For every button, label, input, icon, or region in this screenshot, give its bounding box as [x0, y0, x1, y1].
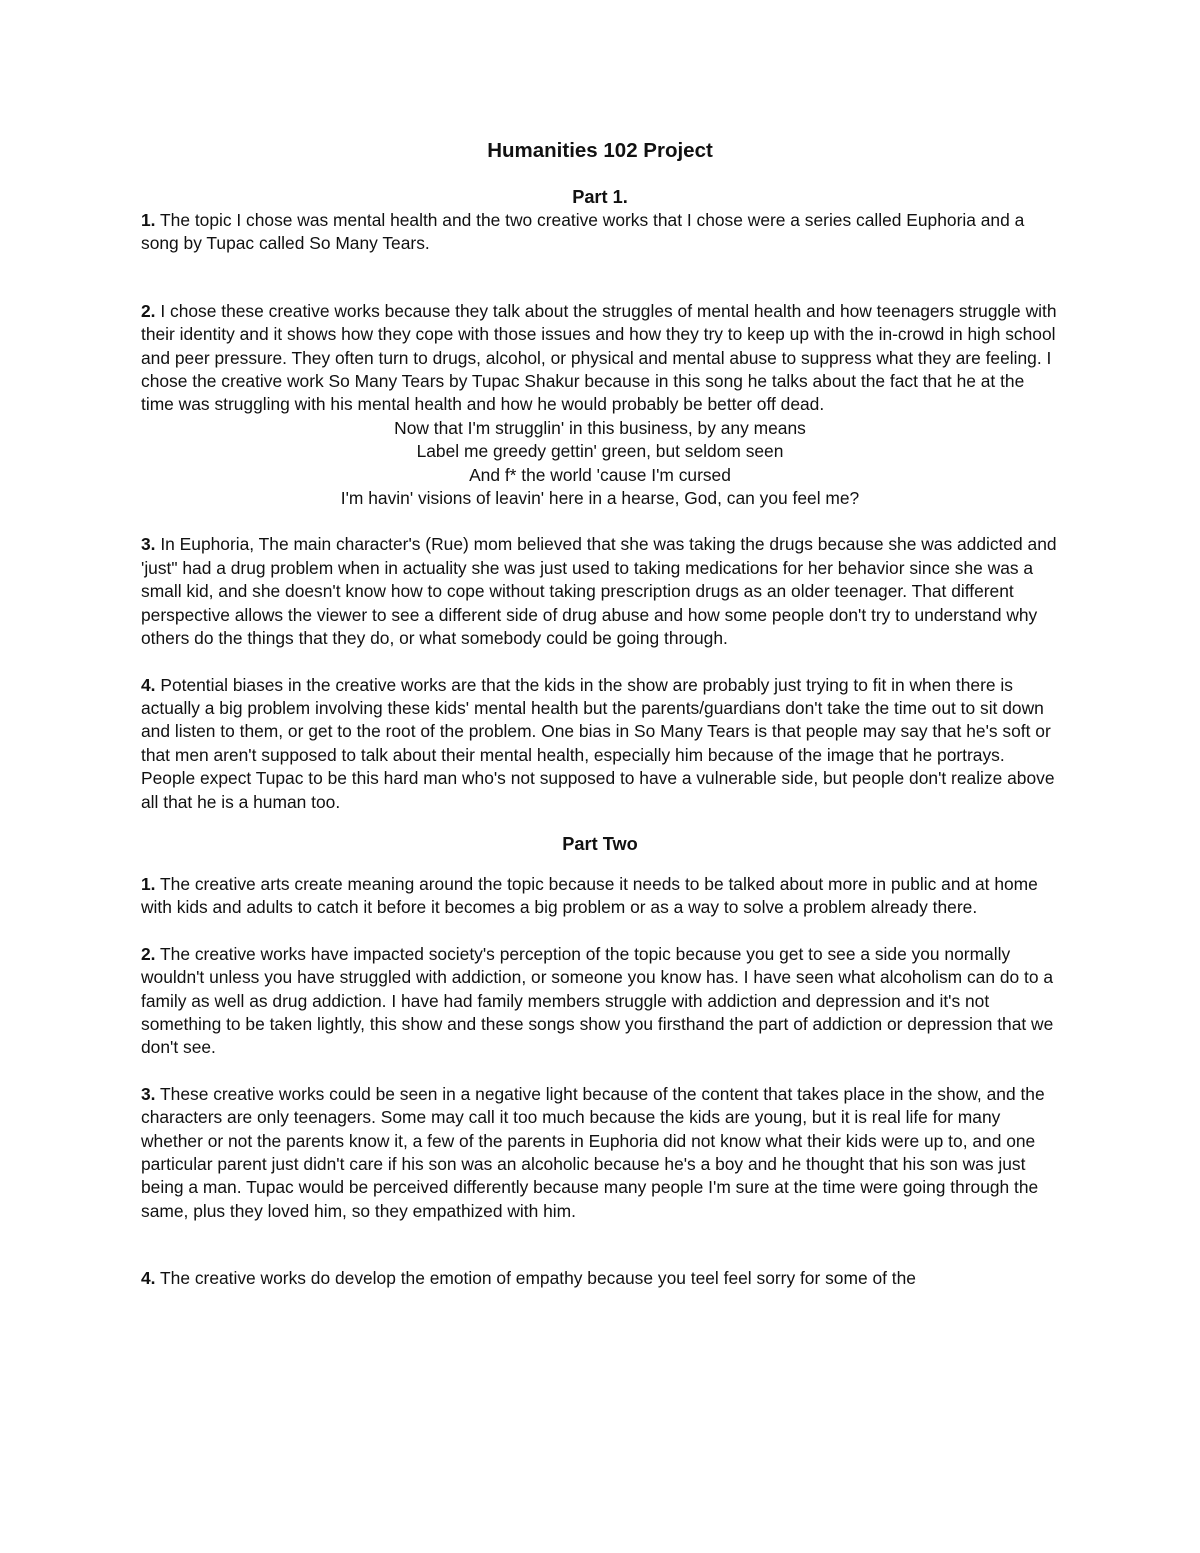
answer-text: Potential biases in the creative works are that the kids in the show are probably just trying to fit in when there is actually a big problem involving these kids' mental health but the parents/guardians don't take the time out to sit down and listen to them, or get to the root of the problem. One bias in So Many Tears is that people may say that he's soft or that men aren't supposed to talk about their mental health, especially him because of the image that he portrays. People expect Tupac to be this hard man who's not supposed to have a vulnerable side, but people don't realize above all that he is a human too.	[141, 674, 1055, 812]
answer-text: I chose these creative works because they talk about the struggles of mental health and how teenagers struggle with their identity and it shows how they cope with those issues and how they try to keep up with the in-crowd in high school and peer pressure. They often turn to drugs, alcohol, or physical and mental abuse to suppress what they are feeling. I chose the creative work So Many Tears by Tupac Shakur because in this song he talks about the fact that he at the time was struggling with his mental health and how he would probably be better off dead.	[141, 300, 1057, 415]
answer-text: The creative arts create meaning around the topic because it needs to be talked about more in public and at home with kids and adults to catch it before it becomes a big problem or as a way to solve a problem already there.	[141, 873, 1038, 918]
part-two-heading: Part Two	[562, 833, 638, 854]
answer-text: These creative works could be seen in a negative light because of the content that takes place in the show, and the characters are only teenagers. Some may call it too much because the kids are young, but it is real life for many whether or not the parents know it, a few of the parents in Euphoria did not know what their kids were up to, and one particular parent just didn't care if his son was an alcoholic because he's a boy and he thought that his son was just being a man. Tupac would be perceived differently because many people I'm sure at the time were going through the same, plus they loved him, so they empathized with him.	[141, 1083, 1045, 1221]
answer-number: 2.	[141, 300, 156, 321]
answer-number: 4.	[141, 674, 156, 695]
part-two-answer-3	[141, 1083, 1059, 1223]
part-two-answer-4	[141, 1267, 1059, 1290]
lyric-line: Label me greedy gettin' green, but seldom seen	[416, 441, 784, 462]
lyric-line: And f* the world 'cause I'm cursed	[469, 464, 731, 485]
part-two-answer-1	[141, 873, 1059, 920]
part-one-heading: Part 1.	[572, 187, 628, 207]
answer-number: 1.	[141, 210, 156, 230]
part-two-answer-2	[141, 943, 1059, 1060]
document-title: Humanities 102 Project	[487, 139, 713, 162]
answer-number: 3.	[141, 534, 156, 555]
answer-text: The creative works have impacted society's perception of the topic because you get to see a side you normally wouldn't unless you have struggled with addiction, or someone you know has. I have seen what alcoholism can do to a family as well as drug addiction. I have had family members struggle with addiction and depression and it's not something to be taken lightly, this show and these songs show you firsthand the part of addiction or depression that we don't see.	[141, 943, 1054, 1058]
answer-text: The creative works do develop the emotion of empathy because you teel feel sorry for some of the	[155, 1268, 916, 1289]
part-one-answer-1	[141, 209, 1059, 256]
part-one-answer-2	[141, 300, 1059, 417]
answer-number: 3.	[141, 1083, 156, 1104]
answer-text: The topic I chose was mental health and the two creative works that I chose were a series called Euphoria and a song by Tupac called So Many Tears.	[141, 210, 1025, 254]
answer-text: In Euphoria, The main character's (Rue) mom believed that she was taking the drugs because she was addicted and 'just" had a drug problem when in actuality she was just used to taking medications for her behavior since she was a small kid, and she doesn't know how to cope without taking prescription drugs as an older teenager. That different perspective allows the viewer to see a different side of drug abuse and how some people don't try to understand why others do the things that they do, or what somebody could be going through.	[141, 534, 1057, 649]
song-lyrics-quote	[141, 417, 1059, 511]
document-body	[141, 136, 1059, 1291]
answer-number: 4.	[141, 1268, 156, 1289]
lyric-line: I'm havin' visions of leavin' here in a hearse, God, can you feel me?	[340, 488, 860, 509]
answer-number: 2.	[141, 943, 156, 964]
lyric-line: Now that I'm strugglin' in this business, by any means	[394, 417, 806, 438]
answer-number: 1.	[141, 873, 156, 894]
part-one-answer-4	[141, 674, 1059, 814]
part-one-answer-3	[141, 533, 1059, 650]
